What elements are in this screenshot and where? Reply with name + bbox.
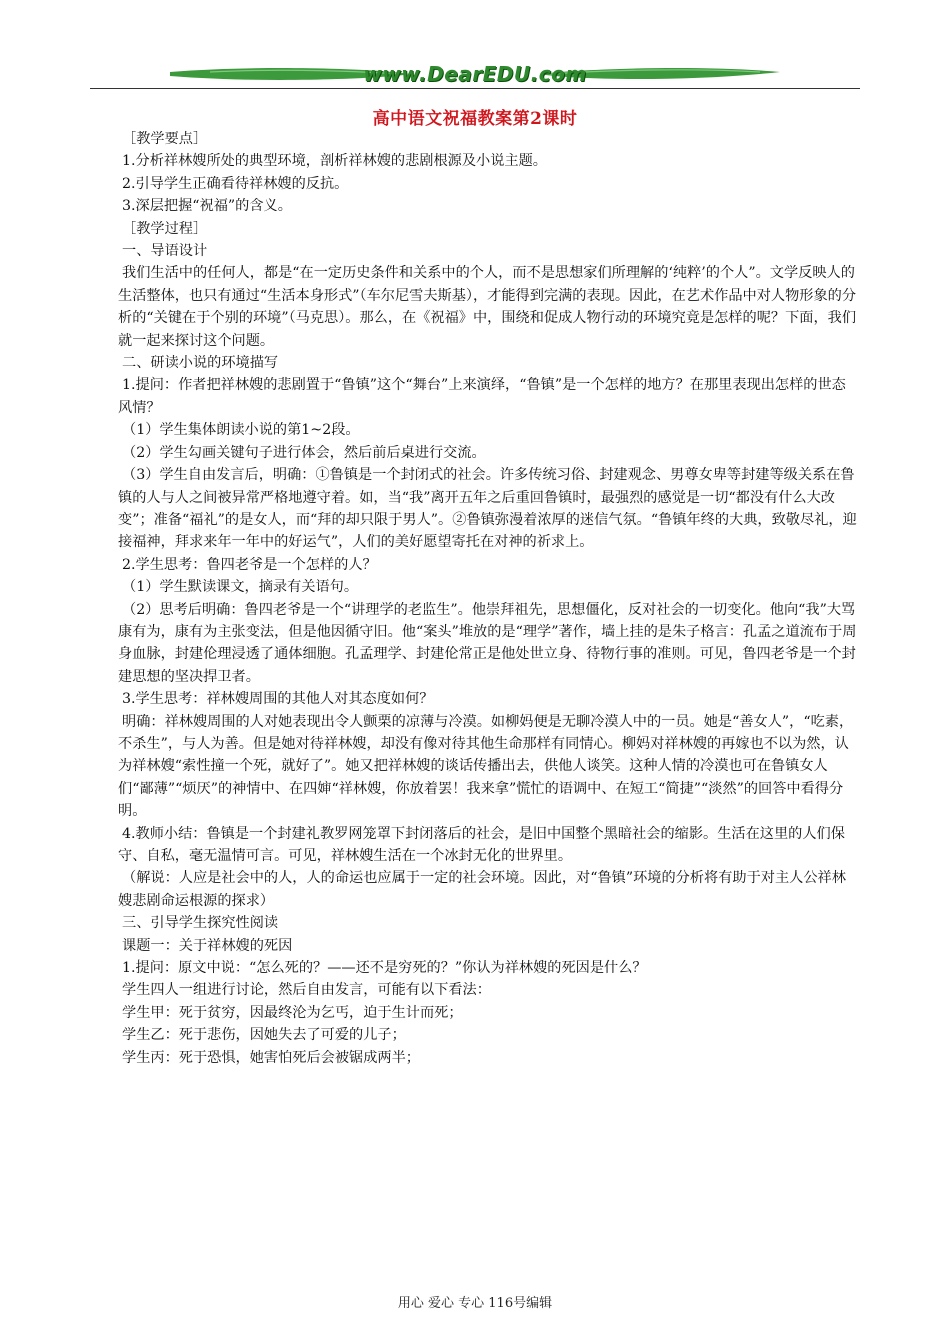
subheading: 一、导语设计 [122,243,208,260]
section-heading: ［教学过程］ [122,220,208,237]
list-item: 2.学生思考：鲁四老爷是一个怎样的人？ [122,556,377,573]
list-item: 1.提问：原文中说：“怎么死的？——还不是穷死的？”你认为祥林嫂的死因是什么？ [122,960,647,977]
header-divider [90,88,860,89]
subheading: 三、引导学生探究性阅读 [122,915,279,932]
list-item: 学生四人一组进行讨论，然后自由发言，可能有以下看法： [122,982,491,999]
page-footer: 用心 爱心 专心 116号编辑 [397,1296,553,1311]
list-item: 学生乙：死于悲伤，因她失去了可爱的儿子； [122,1027,406,1044]
paragraph: （解说：人应是社会中的人，人的命运也应属于一定的社会环境。因此，对“鲁镇”环境的分析将有助于对主人公祥林嫂悲剧命运根源的探求） [118,870,846,909]
paragraph: 明确：祥林嫂周围的人对她表现出令人颤栗的凉薄与冷漠。如柳妈便是无聊冷漠人中的一员。她是“善女人”，“吃素，不杀生”，与人为善。但是她对待祥林嫂，却没有像对待其他生命那样有同情心。柳妈对祥林嫂的再嫁也不以为然，认为祥林嫂“索性撞一个死，就好了”。她又把祥林嫂的谈话传播出去，供他人谈笑。这种人情的冷漠也可在鲁镇女人们“鄙薄”“烦厌”的神情中、在四婶“祥林嫂，你放着罢！我来拿”慌忙的语调中、在短工“简捷”“淡然”的回答中看得分明。 [118,713,854,820]
list-item: （1）学生集体朗读小说的第1~2段。 [122,422,360,439]
list-item: （2）学生勾画关键句子进行体会，然后前后桌进行交流。 [122,444,486,461]
subheading: 课题一：关于祥林嫂的死因 [122,937,293,954]
page-title: 高中语文祝福教案第2课时 [372,109,578,129]
paragraph: 我们生活中的任何人，都是“在一定历史条件和关系中的个人，而不是思想家们所理解的‘纯粹’的个人”。文学反映人的生活整体，也只有通过“生活本身形式”（车尔尼雪夫斯基），才能得到完满的表现。因此，在艺术作品中对人物形象的分析的“关键在于个别的环境”（马克思）。那么，在《祝福》中，围绕和促成人物行动的环境究竟是怎样的呢？下面，我们就一起来探讨这个问题。 [118,265,857,349]
list-item: 3.学生思考：祥林嫂周围的其他人对其态度如何？ [122,691,434,708]
list-item: 1.分析祥林嫂所处的典型环境，剖析祥林嫂的悲剧根源及小说主题。 [122,153,547,170]
site-logo-text[interactable]: www.DearEDU.com [363,62,587,86]
section-heading: ［教学要点］ [122,131,208,147]
list-item: 2.引导学生正确看待祥林嫂的反抗。 [122,175,349,192]
list-item: （1）学生默读课文，摘录有关语句。 [122,579,359,596]
paragraph: 4.教师小结：鲁镇是一个封建礼教罗网笼罩下封闭落后的社会，是旧中国整个黑暗社会的缩影。生活在这里的人们保守、自私，毫无温情可言。可见，祥林嫂生活在一个冰封无化的世界里。 [118,825,845,864]
document-body [118,128,860,1069]
site-header [90,60,860,90]
subheading: 二、研读小说的环境描写 [122,355,279,372]
list-item: 学生丙：死于恐惧，她害怕死后会被锯成两半； [122,1049,420,1066]
list-item: 3.深层把握“祝福”的含义。 [122,198,292,215]
paragraph: 1.提问：作者把祥林嫂的悲剧置于“鲁镇”这个“舞台”上来演绎，“鲁镇”是一个怎样的地方？在那里表现出怎样的世态风情？ [118,377,846,416]
paragraph: （2）思考后明确：鲁四老爷是一个“讲理学的老监生”。他崇拜祖先，思想僵化，反对社会的一切变化。他向“我”大骂康有为，康有为主张变法，但是他因循守旧。他“案头”堆放的是“理学”著作，墙上挂的是朱子格言：孔孟之道流布于周身血脉，封建伦理浸透了通体细胞。孔孟理学、封建伦常正是他处世立身、待物行事的准则。可见，鲁四老爷是一个封建思想的坚决捍卫者。 [118,601,857,685]
paragraph: （3）学生自由发言后，明确：①鲁镇是一个封闭式的社会。许多传统习俗、封建观念、男尊女卑等封建等级关系在鲁镇的人与人之间被异常严格地遵守着。如，当“我”离开五年之后重回鲁镇时，最强烈的感觉是一切“都没有什么大改变”；准备“福礼”的是女人，而“拜的却只限于男人”。②鲁镇弥漫着浓厚的迷信气氛。“鲁镇年终的大典，致敬尽礼，迎接福神，拜求来年一年中的好运气”，人们的美好愿望寄托在对神的祈求上。 [118,467,857,551]
list-item: 学生甲：死于贫穷，因最终沦为乞丐，迫于生计而死； [122,1004,463,1021]
